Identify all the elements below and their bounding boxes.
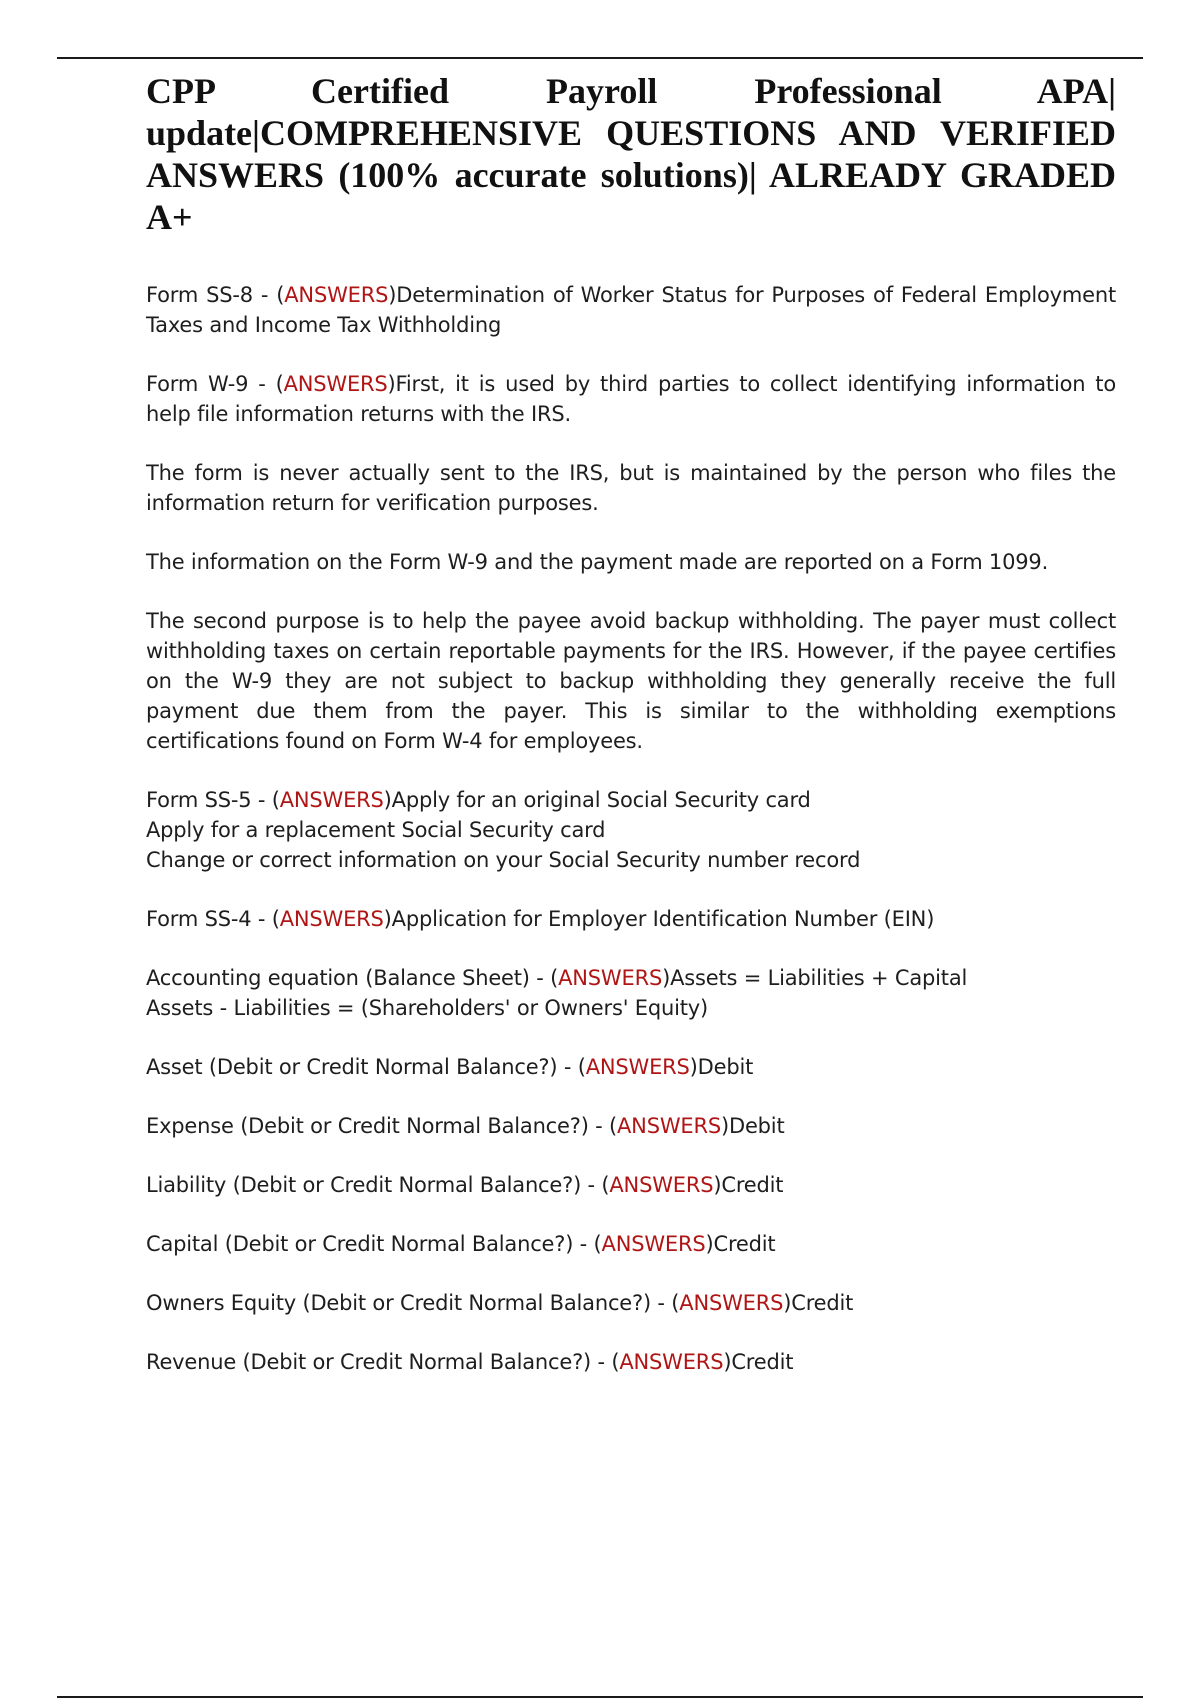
answers-tag: ANSWERS: [279, 907, 384, 931]
title-line: update|COMPREHENSIVE QUESTIONS AND VERIFIED: [146, 113, 1116, 153]
entry-answer: Credit: [791, 1291, 854, 1315]
answers-tag: ANSWERS: [284, 283, 389, 307]
entry-question: Liability (Debit or Credit Normal Balance?) - (: [146, 1173, 610, 1197]
qa-entry-form-ss-8: Form SS-8 - (ANSWERS)Determination of Worker Status for Purposes of Federal Employment Taxes and Income Tax Withholding: [146, 283, 1116, 337]
entry-answer: Apply for an original Social Security card: [391, 788, 811, 812]
entry-question: Expense (Debit or Credit Normal Balance?) - (: [146, 1114, 618, 1138]
title-line: CPP Certified Payroll Professional APA|: [146, 71, 1116, 111]
entry-question: Accounting equation (Balance Sheet) - (: [146, 966, 559, 990]
entry-answer: Credit: [731, 1350, 794, 1374]
bottom-rule: [57, 1696, 1143, 1698]
answers-tag: ANSWERS: [558, 966, 663, 990]
answers-tag: ANSWERS: [679, 1291, 784, 1315]
entry-extra-line: Apply for a replacement Social Security card: [146, 818, 606, 842]
entry-answer: First, it is used by third parties to collect identifying information to help file information returns with the IRS.: [146, 372, 1116, 426]
answers-tag: ANSWERS: [617, 1114, 721, 1138]
entry-answer: Debit: [697, 1055, 754, 1079]
answers-tag: ANSWERS: [585, 1055, 690, 1079]
entry-answer: Application for Employer Identification Number (EIN): [391, 907, 935, 931]
entry-question: Asset (Debit or Credit Normal Balance?) - (: [146, 1055, 586, 1079]
body-paragraph: The second purpose is to help the payee avoid backup withholding. The payer must collect withholding taxes on certain reportable payments for the IRS. However, if the payee certifies on the W-9 they are not subject to backup withholding they generally receive the full payment due them from the payer. This is similar to the withholding exemptions certifications found on Form W-4 for employees.: [146, 609, 1116, 753]
qa-entry-form-ss-5: [146, 785, 1116, 875]
answers-tag: ANSWERS: [609, 1173, 714, 1197]
answers-tag: ANSWERS: [619, 1350, 724, 1374]
entry-answer: Credit: [713, 1232, 776, 1256]
title-line: A+: [146, 197, 193, 237]
entry-question: Form SS-8 - (: [146, 283, 285, 307]
entry-first-line: Accounting equation (Balance Sheet) - (ANSWERS)Assets = Liabilities + Capital: [146, 966, 968, 990]
qa-entry-asset: Asset (Debit or Credit Normal Balance?) - (ANSWERS)Debit: [146, 1055, 754, 1079]
document-title: [146, 70, 1116, 238]
qa-entry-expense: Expense (Debit or Credit Normal Balance?) - (ANSWERS)Debit: [146, 1114, 785, 1138]
qa-entry-form-ss-4: Form SS-4 - (ANSWERS)Application for Employer Identification Number (EIN): [146, 907, 935, 931]
body-paragraph: The information on the Form W-9 and the payment made are reported on a Form 1099.: [146, 550, 1049, 574]
entry-question: Form W-9 - (: [146, 372, 284, 396]
body-paragraph: The form is never actually sent to the IRS, but is maintained by the person who files the information return for verification purposes.: [146, 461, 1116, 515]
qa-entry-accounting-equation: [146, 963, 1116, 1023]
entry-first-line: Form SS-5 - (ANSWERS)Apply for an original Social Security card: [146, 788, 811, 812]
document-page: [146, 70, 1116, 1406]
entry-question: Form SS-4 - (: [146, 907, 280, 931]
entry-extra-line: Change or correct information on your Social Security number record: [146, 848, 861, 872]
top-rule: [57, 57, 1143, 59]
entry-question: Capital (Debit or Credit Normal Balance?) - (: [146, 1232, 602, 1256]
qa-entry-liability: Liability (Debit or Credit Normal Balance?) - (ANSWERS)Credit: [146, 1173, 784, 1197]
entry-question: Form SS-5 - (: [146, 788, 280, 812]
answers-tag: ANSWERS: [279, 788, 384, 812]
title-line: ANSWERS (100% accurate solutions)| ALREADY GRADED: [146, 155, 1116, 195]
answers-tag: ANSWERS: [601, 1232, 706, 1256]
entry-answer: Debit: [728, 1114, 785, 1138]
entry-question: Owners Equity (Debit or Credit Normal Balance?) - (: [146, 1291, 680, 1315]
qa-entry-form-w-9: Form W-9 - (ANSWERS)First, it is used by third parties to collect identifying information to help file information returns with the IRS.: [146, 372, 1116, 426]
entry-answer: Credit: [721, 1173, 784, 1197]
entry-extra-line: Assets - Liabilities = (Shareholders' or Owners' Equity): [146, 996, 708, 1020]
qa-entry-owners-equity: Owners Equity (Debit or Credit Normal Balance?) - (ANSWERS)Credit: [146, 1291, 854, 1315]
entry-answer: Determination of Worker Status for Purposes of Federal Employment Taxes and Income Tax Withholding: [146, 283, 1116, 337]
answers-tag: ANSWERS: [283, 372, 388, 396]
qa-entry-revenue: Revenue (Debit or Credit Normal Balance?) - (ANSWERS)Credit: [146, 1350, 794, 1374]
entry-question: Revenue (Debit or Credit Normal Balance?) - (: [146, 1350, 620, 1374]
entry-answer: Assets = Liabilities + Capital: [670, 966, 968, 990]
qa-entry-capital: Capital (Debit or Credit Normal Balance?) - (ANSWERS)Credit: [146, 1232, 776, 1256]
